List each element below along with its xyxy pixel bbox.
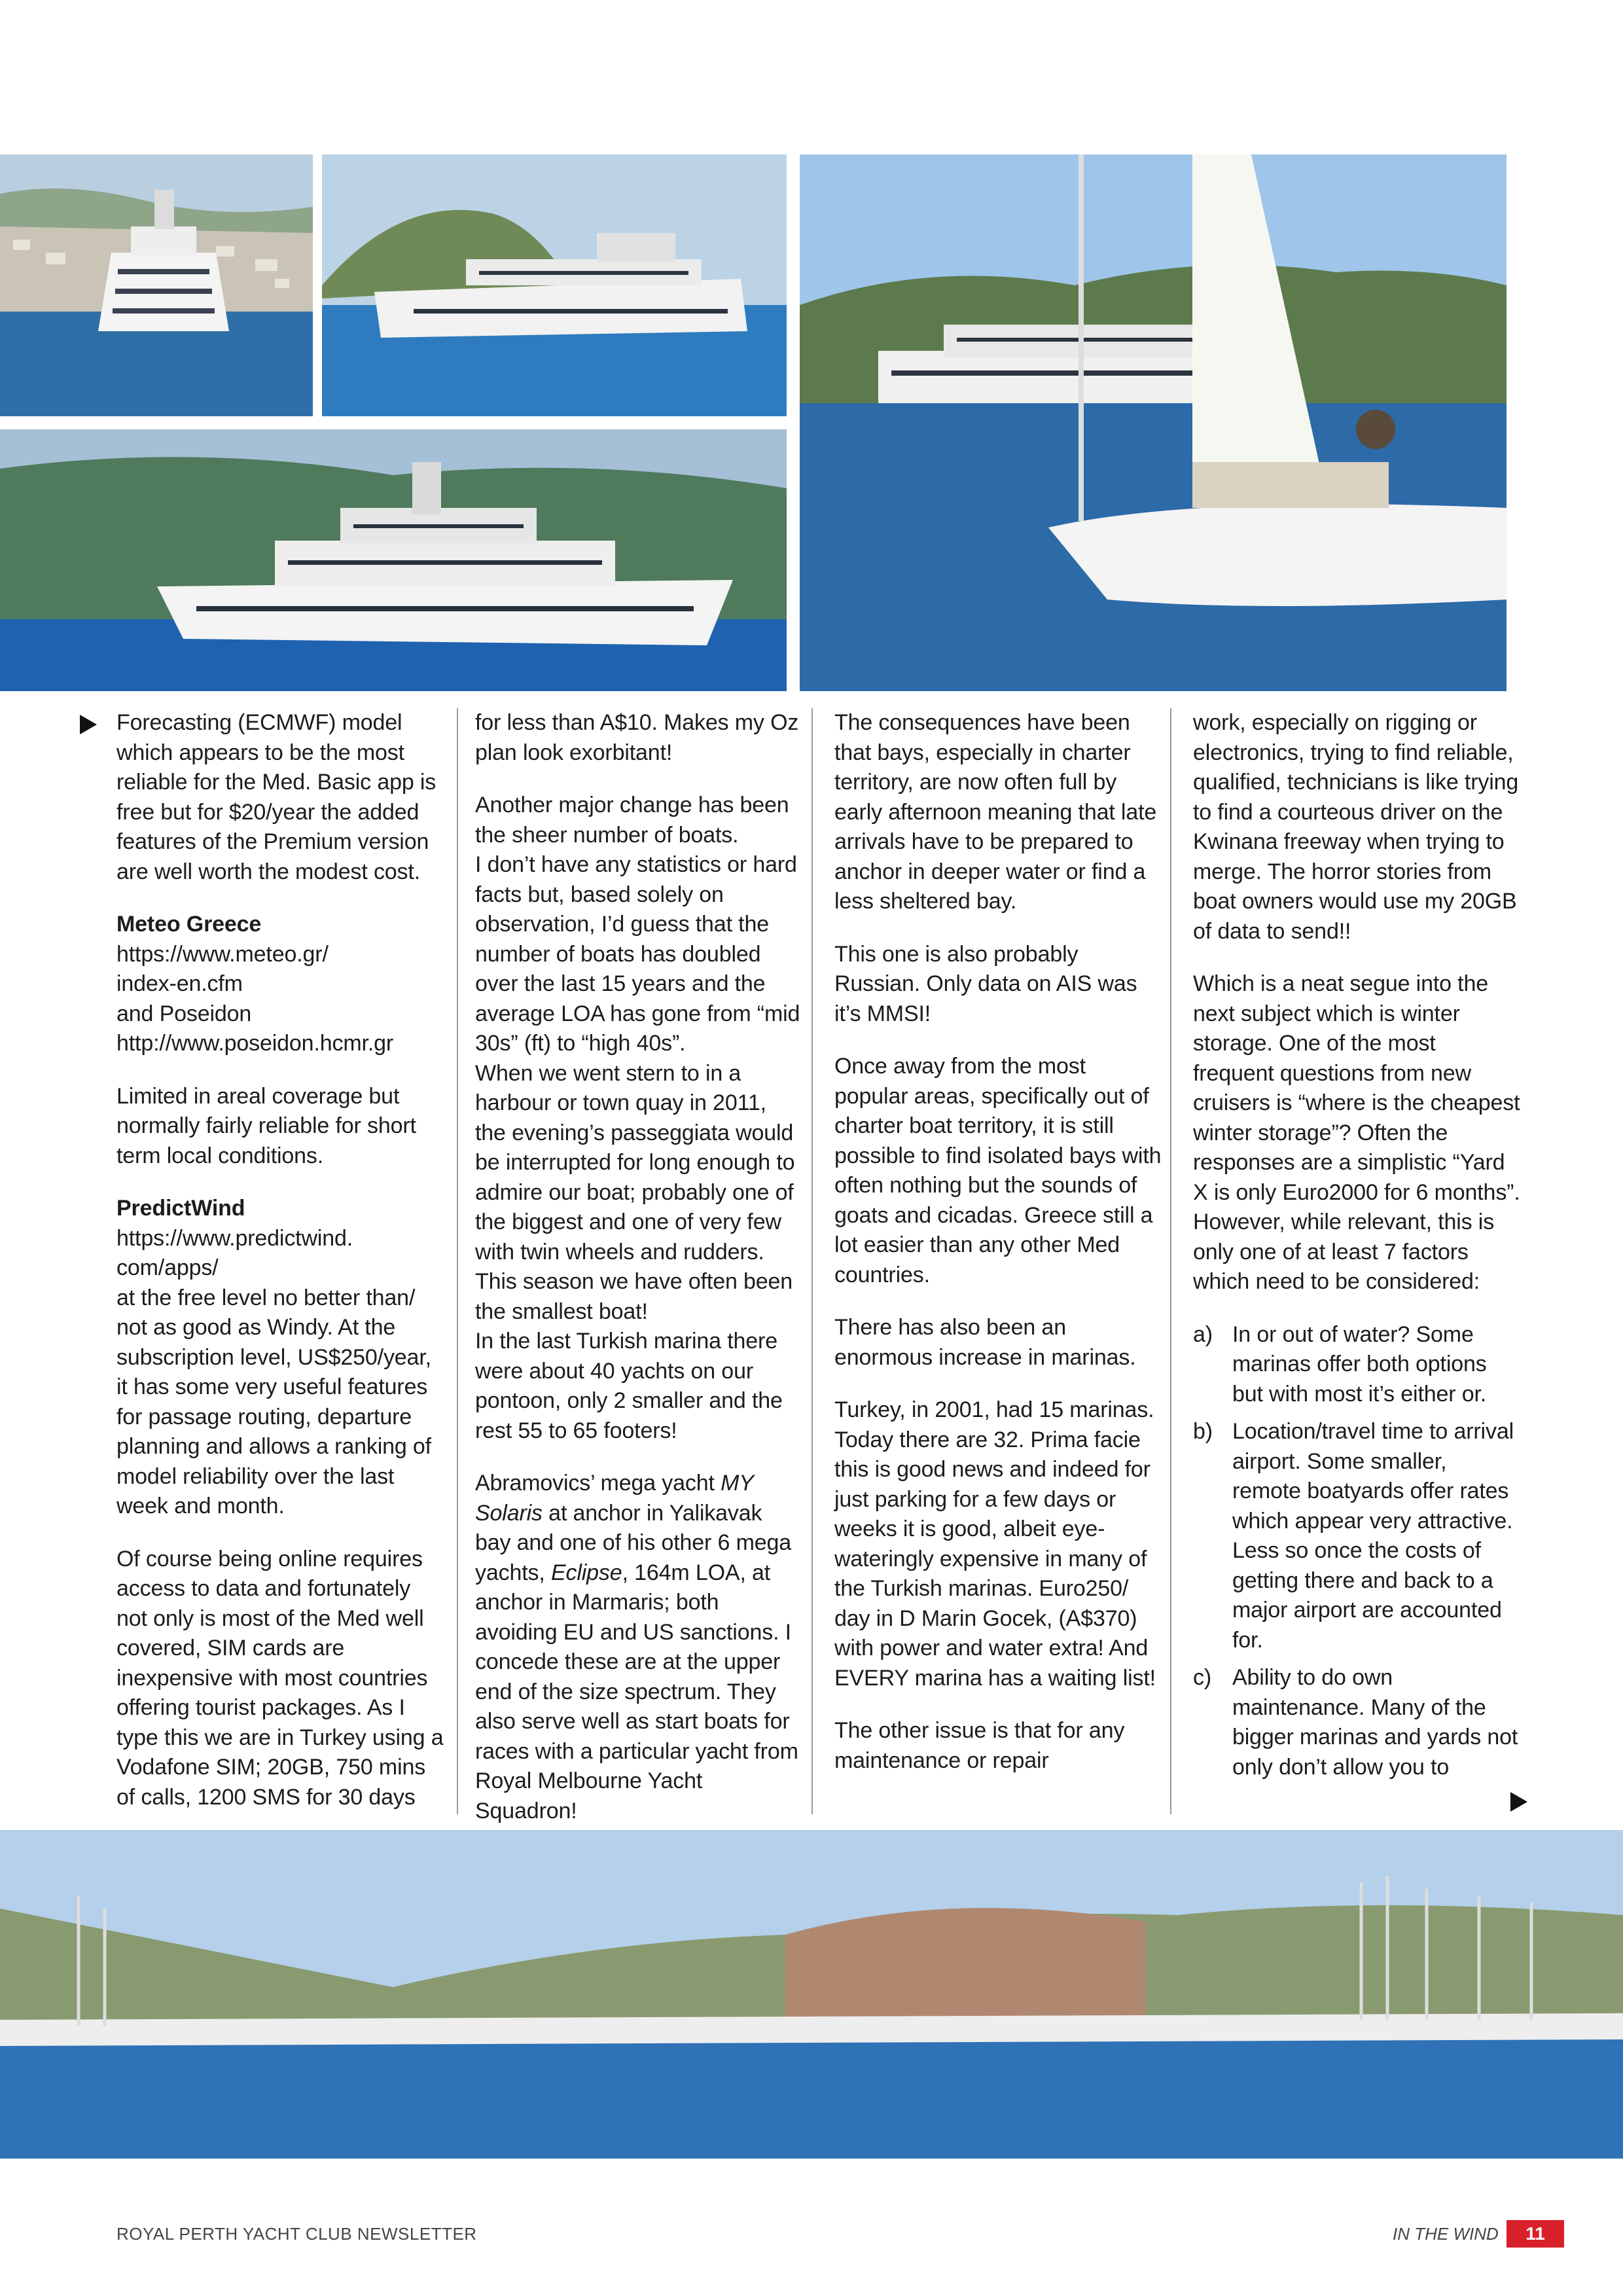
link-poseidon[interactable]: http://www.poseidon.hcmr.gr	[116, 1031, 394, 1056]
page-number: 11	[1507, 2220, 1564, 2248]
photo-yacht-coast	[0, 429, 787, 691]
column-rule	[1170, 708, 1171, 1814]
photo-sailboat	[800, 154, 1507, 691]
paragraph: In the last Turkish marina there were about 40 yachts on our pontoon, only 2 smaller and the rest 55 to 65 footers!	[475, 1329, 783, 1443]
heading-meteo-greece: Meteo Greece	[116, 912, 262, 937]
caption-text: , 164m LOA, at anchor in Marmaris; both avoiding EU and US sanctions. I concede these are at the upper end of the size spectrum. They also serve well as start boats for races with a particular yacht from Royal Melbourne Yacht Squadron!	[475, 1560, 798, 1823]
paragraph: Once away from the most popular areas, specifically out of charter boat territory, it is still possible to find isolated bays with often nothing but the sounds of goats and cicadas. Greece still a lot easier than any other Med countries.	[834, 1054, 1162, 1287]
link-predictwind-cont[interactable]: com/apps/	[116, 1255, 219, 1280]
paragraph: Limited in areal coverage but normally fairly reliable for short term local conditions.	[116, 1083, 416, 1168]
paragraph: When we went stern to in a harbour or town quay in 2011, the evening’s passeggiata would be interrupted for long enough to admire our boat; probably one of the biggest and one of very few with twin wheels and rudders. This season we have often been the smallest boat!	[475, 1060, 795, 1324]
photo-yacht-town	[0, 154, 313, 416]
list-item-text: Ability to do own maintenance. Many of the bigger marinas and yards not only don’t allow you to	[1232, 1665, 1518, 1780]
caption-text: Abramovics’ mega yacht	[475, 1471, 721, 1496]
paragraph: Turkey, in 2001, had 15 marinas. Today there are 32. Prima facie this is good news and indeed for just parking for a few days or weeks it is good, albeit eye-wateringly expensive in many of the Turkish marinas. Euro250/ day in D Marin Gocek, (A$370) with power and water extra! And EVERY marina has a waiting list!	[834, 1397, 1156, 1691]
caption-yacht-name: MY Solaris	[475, 1471, 754, 1526]
list-item	[1193, 1663, 1520, 1782]
list-item	[1193, 1417, 1520, 1655]
column-4	[1193, 708, 1520, 1821]
photo-yacht-island	[322, 154, 787, 416]
list-marker: a)	[1193, 1321, 1213, 1347]
paragraph: at the free level no better than/ not as good as Windy. At the subscription level, US$250/year, it has some very useful features for passage routing, departure planning and allows a ranking of model reliability over the last week and month.	[116, 1285, 431, 1518]
paragraph: for less than A$10. Makes my Oz plan look exorbitant!	[475, 710, 799, 765]
play-arrow-icon	[1510, 1792, 1527, 1812]
paragraph: There has also been an enormous increase in marinas.	[834, 1315, 1136, 1370]
paragraph: The consequences have been that bays, especially in charter territory, are now often full by early afternoon meaning that late arrivals have to be prepared to anchor in deeper water or find a less sheltered bay.	[834, 710, 1157, 914]
paragraph: This one is also probably Russian. Only data on AIS was it’s MMSI!	[834, 941, 1137, 1026]
text-and-poseidon: and Poseidon	[116, 1001, 252, 1026]
column-1	[116, 708, 444, 1821]
play-arrow-icon	[80, 715, 97, 734]
photo-caption	[475, 1469, 802, 1826]
paragraph: Another major change has been the sheer number of boats.	[475, 793, 789, 848]
footer-section: IN THE WIND	[1393, 2224, 1499, 2244]
factor-list	[1193, 1320, 1520, 1783]
list-item-text: In or out of water? Some marinas offer both options but with most it’s either or.	[1232, 1321, 1487, 1407]
link-meteo-cont[interactable]: index-en.cfm	[116, 971, 243, 996]
paragraph: work, especially on rigging or electronics, trying to find reliable, qualified, technicians is like trying to find a courteous driver on the Kwinana freeway when trying to merge. The horror stories from boat owners would use my 20GB of data to send!!	[1193, 710, 1519, 944]
list-marker: b)	[1193, 1419, 1213, 1444]
paragraph: The other issue is that for any maintenance or repair	[834, 1718, 1125, 1773]
heading-predictwind: PredictWind	[116, 1196, 245, 1221]
caption-yacht-name: Eclipse	[550, 1560, 622, 1585]
link-predictwind[interactable]: https://www.predictwind.	[116, 1225, 353, 1251]
photo-marina-panorama	[0, 1830, 1623, 2159]
caption-text: at anchor in Yalikavak bay and one of his other 6 mega yachts,	[475, 1500, 792, 1585]
column-2	[475, 708, 802, 1821]
link-meteo[interactable]: https://www.meteo.gr/	[116, 941, 329, 967]
list-marker: c)	[1193, 1665, 1212, 1690]
column-3	[834, 708, 1162, 1821]
list-item	[1193, 1320, 1520, 1410]
paragraph: Forecasting (ECMWF) model which appears to be the most reliable for the Med. Basic app is free but for $20/year the added features of the Premium version are well worth the modest cost.	[116, 710, 437, 884]
paragraph: Which is a neat segue into the next subject which is winter storage. One of the most frequent questions from new cruisers is “where is the cheapest winter storage”? Often the responses are a simplistic “Yard X is only Euro2000 for 6 months”. However, while relevant, this is only one of at least 7 factors which need to be considered:	[1193, 971, 1520, 1294]
column-rule	[457, 708, 458, 1814]
list-item-text: Location/travel time to arrival airport. Some smaller, remote boatyards offer rates which appear very attractive. Less so once the costs of getting there and back to a major airport are accounted for.	[1232, 1419, 1514, 1653]
column-rule	[812, 708, 813, 1814]
footer-publication: ROYAL PERTH YACHT CLUB NEWSLETTER	[116, 2224, 477, 2244]
paragraph: I don’t have any statistics or hard facts but, based solely on observation, I’d guess that the number of boats has doubled over the last 15 years and the average LOA has gone from “mid 30s” (ft) to “high 40s”.	[475, 852, 800, 1056]
paragraph: Of course being online requires access to data and fortunately not only is most of the Med well covered, SIM cards are inexpensive with most countries offering tourist packages. As I type this we are in Turkey using a Vodafone SIM; 20GB, 750 mins of calls, 1200 SMS for 30 days	[116, 1546, 444, 1810]
